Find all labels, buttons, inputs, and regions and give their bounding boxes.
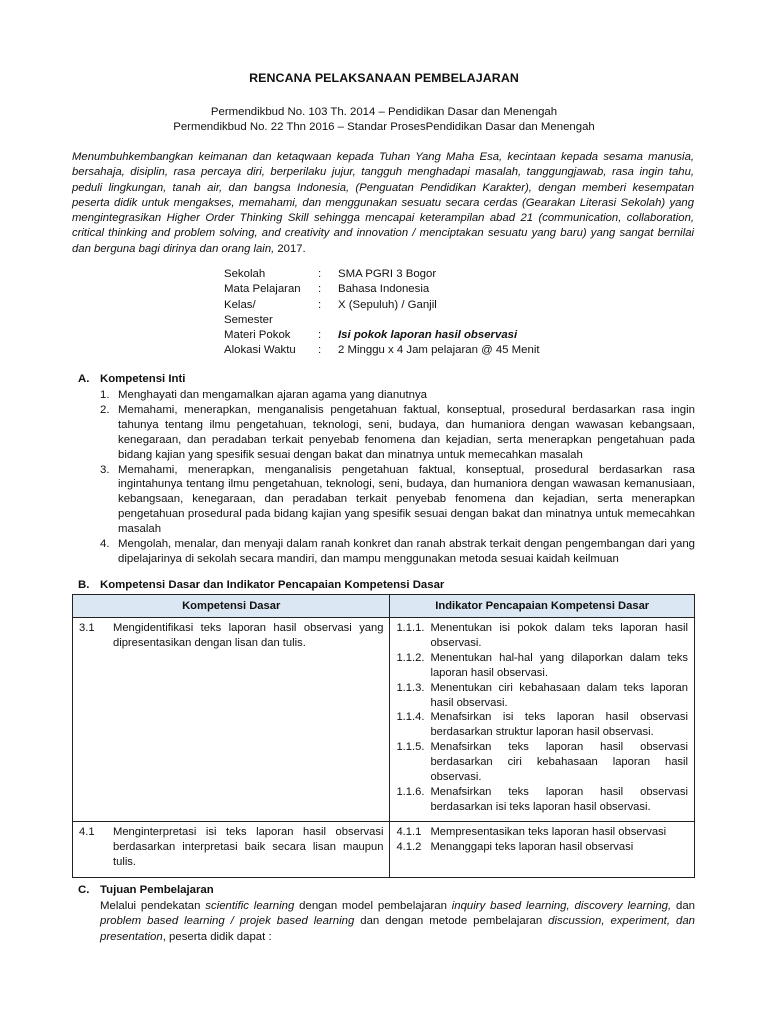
goal-text: dan presentation	[100, 915, 695, 943]
list-text: Mengolah, menalar, dan menyaji dalam ranah konkret dan ranah abstrak terkait dengan pengembangan dari yang dipelajarinya di sekolah secara mandiri, dan mampu menggunakan metoda sesuai kaidah keilmuan	[118, 538, 695, 565]
goal-text: dan	[671, 900, 695, 912]
kompetensi-inti-list	[100, 388, 695, 567]
identity-colon: :	[318, 268, 322, 280]
goal-text: discussion, experiment,	[548, 915, 670, 928]
table-row	[73, 822, 695, 878]
identity-value: SMA PGRI 3 Bogor	[338, 268, 437, 280]
goal-text: , peserta didik dapat :	[162, 930, 272, 943]
indicator-number: 1.1.6.	[396, 785, 425, 798]
indicator-number: 1.1.4.	[396, 711, 425, 724]
indicator-item	[396, 740, 688, 785]
kd-number: 3.1	[79, 622, 95, 634]
list-text: Memahami, menerapkan, menganalisis pengetahuan faktual, konseptual, prosedural berdasarkan rasa ingin tahunya tentang ilmu pengetahuan, teknologi, seni, budaya, dan humaniora dengan wawasan kebangsaan, kenegaraan, dan peradaban terkait penyebab fenomena dan kejadian, serta menerapkan pengetahuan pada bidang kajian yang spesifik sesuai dengan bakat dan minatnya untuk memecahkan masalah	[118, 403, 695, 461]
identity-colon	[318, 313, 338, 328]
identity-block	[224, 267, 540, 359]
table-header-indicator: Indikator Pencapaian Kompetensi Dasar	[390, 595, 695, 618]
identity-value: X (Sepuluh) / Ganjil	[338, 298, 437, 311]
goal-text: problem based learning / projek based learning	[100, 915, 355, 928]
indicator-item	[396, 681, 688, 711]
section-a-heading	[78, 373, 185, 385]
indicator-item	[396, 825, 688, 840]
list-text: Menghayati dan mengamalkan ajaran agama yang dianutnya	[118, 389, 428, 401]
regulation-line-2: Permendikbud No. 22 Thn 2016 – Standar ProsesPendidikan Dasar dan Menengah	[173, 121, 595, 133]
identity-colon: :	[318, 283, 322, 296]
indicator-cell	[390, 822, 695, 878]
identity-row	[224, 343, 540, 358]
kd-number: 4.1	[79, 826, 95, 838]
indicator-text: Menentukan isi pokok dalam teks laporan hasil observasi.	[430, 622, 688, 649]
indicator-number: 4.1.1	[396, 826, 422, 838]
goal-text: dan dengan metode pembelajaran	[354, 915, 549, 928]
goal-text: scientific learning	[205, 900, 295, 912]
identity-label: Sekolah	[224, 268, 266, 280]
competency-table	[72, 594, 695, 878]
goal-text: dengan model pembelajaran	[294, 900, 452, 912]
section-c-heading	[78, 884, 214, 896]
indicator-text: Mempresentasikan teks laporan hasil observasi	[430, 826, 667, 838]
table-row	[73, 618, 695, 822]
indicator-cell	[390, 618, 695, 822]
identity-row	[224, 282, 540, 297]
indicator-item	[396, 651, 688, 681]
kd-entry	[79, 825, 383, 870]
section-title: Kompetensi Dasar dan Indikator Pencapaian Kompetensi Dasar	[100, 579, 445, 591]
identity-row	[224, 328, 540, 343]
identity-row	[224, 267, 540, 282]
identity-colon: :	[318, 298, 322, 311]
kd-cell	[73, 618, 390, 822]
identity-value: Isi pokok laporan hasil observasi	[338, 329, 518, 342]
identity-colon: :	[318, 329, 322, 342]
table-header-row	[73, 595, 695, 618]
indicator-number: 1.1.3.	[396, 681, 425, 694]
indicator-item	[396, 621, 688, 651]
list-item	[100, 463, 695, 538]
goal-text: inquiry based learning, discovery learning,	[451, 900, 672, 912]
identity-label: Materi Pokok	[224, 329, 291, 342]
indicator-item	[396, 785, 688, 815]
kd-text: Menginterpretasi isi teks laporan hasil observasi berdasarkan interpretasi baik secara lisan maupun tulis.	[113, 826, 384, 868]
section-b-heading	[78, 579, 444, 591]
indicator-item	[396, 840, 688, 855]
table-header-kd: Kompetensi Dasar	[73, 595, 390, 618]
section-title: Kompetensi Inti	[100, 373, 186, 385]
indicator-number: 4.1.2	[396, 840, 422, 853]
indicator-item	[396, 710, 688, 740]
identity-value: Bahasa Indonesia	[338, 283, 430, 296]
indicator-number: 1.1.1.	[396, 622, 425, 634]
indicator-number: 1.1.5.	[396, 741, 425, 754]
regulation-line-1: Permendikbud No. 103 Th. 2014 – Pendidikan Dasar dan Menengah	[210, 106, 558, 118]
identity-label: Kelas/	[224, 298, 256, 311]
list-number: 2.	[100, 403, 110, 416]
intro-year: 2017.	[274, 242, 306, 255]
identity-label: Semester	[224, 313, 273, 326]
list-number: 1.	[100, 389, 110, 401]
list-item	[100, 403, 695, 463]
identity-colon: :	[318, 344, 322, 357]
list-number: 3.	[100, 463, 110, 476]
kd-text: Mengidentifikasi teks laporan hasil observasi yang dipresentasikan dengan lisan dan tulis.	[113, 622, 384, 649]
indicator-text: Menentukan hal-hal yang dilaporkan dalam teks laporan hasil observasi.	[430, 651, 688, 679]
identity-row	[224, 298, 540, 313]
intro-paragraph	[72, 150, 694, 257]
indicator-text: Menanggapi teks laporan hasil observasi	[430, 840, 634, 853]
section-letter: B.	[78, 579, 90, 591]
indicator-text: Menafsirkan isi teks laporan hasil observasi berdasarkan struktur laporan hasil observasi.	[430, 711, 688, 739]
document-title: RENCANA PELAKSANAAN PEMBELAJARAN	[249, 71, 519, 85]
indicator-text: Menafsirkan teks laporan hasil observasi berdasarkan ciri kebahasaan laporan hasil observasi.	[430, 741, 688, 784]
kd-cell	[73, 822, 390, 878]
identity-value: 2 Minggu x 4 Jam pelajaran @ 45 Menit	[338, 344, 540, 357]
indicator-text: Menafsirkan teks laporan hasil observasi berdasarkan isi teks laporan hasil observasi.	[430, 785, 688, 813]
indicator-number: 1.1.2.	[396, 651, 425, 664]
list-text: Memahami, menerapkan, menganalisis pengetahuan faktual, konseptual, prosedural berdasarkan rasa ingintahunya tentang ilmu pengetahuan, teknologi, seni, budaya, dan humaniora dengan wawasan kemanusiaan, kebangsaan, kenegaraan, dan peradaban terkait penyebab fenomena dan kejadian, serta menerapkan pengetahuan prosedural pada bidang kajian yang spesifik sesuai dengan bakat dan minatnya untuk memecahkan masalah	[118, 463, 695, 536]
section-letter: A.	[78, 373, 90, 385]
identity-label: Mata Pelajaran	[224, 283, 301, 296]
list-item	[100, 537, 695, 567]
section-title: Tujuan Pembelajaran	[100, 884, 214, 896]
list-item	[100, 388, 695, 403]
goal-text: Melalui pendekatan	[100, 900, 206, 912]
identity-row	[224, 313, 540, 328]
list-number: 4.	[100, 538, 110, 551]
identity-label: Alokasi Waktu	[224, 344, 296, 357]
indicator-text: Menentukan ciri kebahasaan dalam teks laporan hasil observasi.	[430, 681, 688, 709]
section-letter: C.	[78, 884, 90, 896]
intro-text: Menumbuhkembangkan keimanan dan ketaqwaan kepada Tuhan Yang Maha Esa, kecintaan kepada sesama manusia, bersahaja, disiplin, rasa percaya diri, berperilaku jujur, tangguh menghadapi masalah, tanggungjawab, rasa ingin tahu, peduli lingkungan, tanah air, dan bangsa Indonesia, (Penguatan Pendidikan Karakter), dengan memberi kesempatan peserta didik untuk mengakses, memahami, dan menggunakan sesuatu secara cerdas (Gearakan Literasi Sekolah) yang mengintegrasikan Higher Order Thinking Skill sehingga mencapai keterampilan abad 21 (communication, collaboration, critical thinking and problem solving, and creativity and innovation / menciptakan sesuatu yang baru) yang sangat bernilai dan berguna bagi dirinya dan orang lain,	[72, 151, 694, 255]
learning-goal-paragraph	[100, 899, 695, 945]
kd-entry	[79, 621, 383, 651]
